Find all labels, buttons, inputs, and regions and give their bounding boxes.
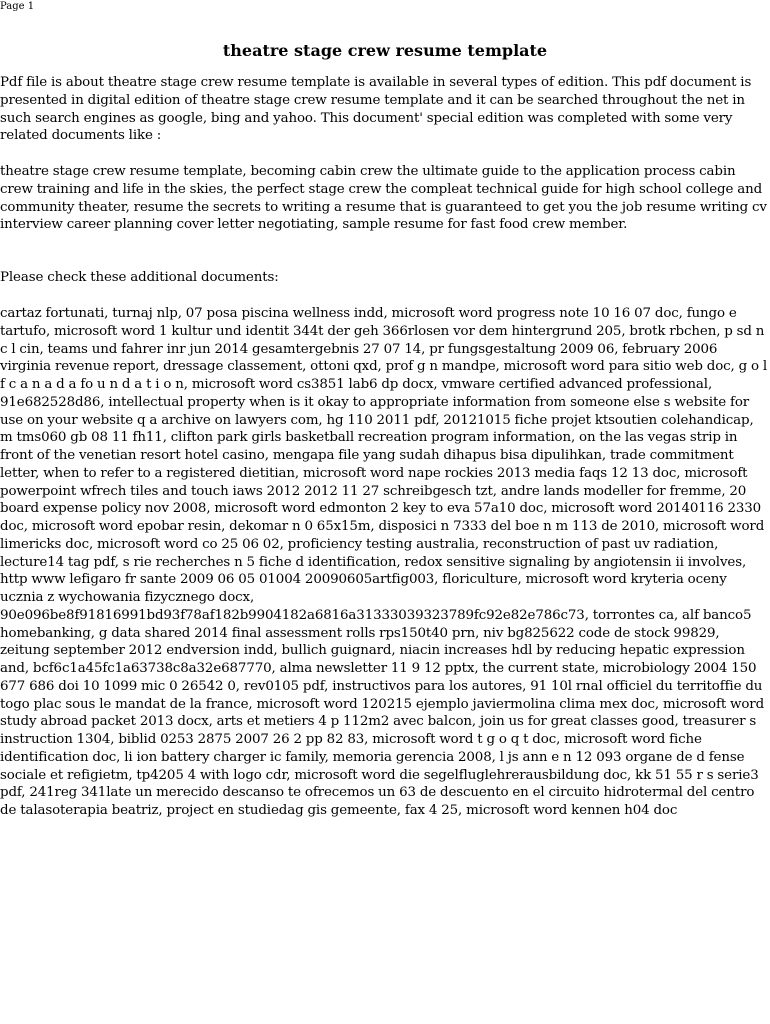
page-number-label: Page 1	[0, 1, 35, 12]
related-documents-paragraph: theatre stage crew resume template, becoming cabin crew the ultimate guide to the application process cabin crew training and life in the skies, the perfect stage crew the compleat technical guide for high school college and community theater, resume the secrets to writing a resume that is guaranteed to get you the job resume writing cv interview career planning cover letter negotiating, sample resume for fast food crew member.	[0, 164, 767, 233]
additional-documents-heading: Please check these additional documents:	[0, 270, 279, 285]
additional-documents-list: cartaz fortunati, turnaj nlp, 07 posa piscina wellness indd, microsoft word progress note 10 16 07 doc, fungo e tartufo, microsoft word 1 kultur und identit 344t der geh 366rlosen vor dem hintergrund 205, brotk rbchen, p sd n c l cin, teams und fahrer inr jun 2014 gesamtergebnis 27 07 14, pr fungsgestaltung 2009 06, february 2006 virginia revenue report, dressage classement, ottoni qxd, prof g n mandpe, microsoft word para sitio web doc, g o l f c a n a d a fo u n d a t i o n, microsoft word cs3851 lab6 dp docx, vmware certified advanced professional, 91e682528d86, intellectual property when is it okay to appropriate information from someone else s website for use on your website q a archive on lawyers com, hg 110 2011 pdf, 20121015 fiche projet ktsoutien colehandicap, m tms060 gb 08 11 fh11, clifton park girls basketball recreation program information, on the las vegas strip in front of the venetian resort hotel casino, mengapa file yang sudah dihapus bisa dipulihkan, trade commitment letter, when to refer to a registered dietitian, microsoft word nape rockies 2013 media faqs 12 13 doc, microsoft powerpoint wfrech tiles and touch iaws 2012 2012 11 27 schreibgesch tzt, andre lands modeller for fremme, 20 board expense policy nov 2008, microsoft word edmonton 2 key to eva 57a10 doc, microsoft word 20140116 2330 doc, microsoft word epobar resin, dekomar n 0 65x15m, disposici n 7333 del boe n m 113 de 2010, microsoft word limericks doc, microsoft word co 25 06 02, proficiency testing australia, reconstruction of past uv radiation, lecture14 tag pdf, s rie recherches n 5 fiche d identification, redox sensitive signaling by angiotensin ii involves, http www lefigaro fr sante 2009 06 05 01004 20090605artfig003, floriculture, microsoft word kryteria oceny ucznia z wychowania fizycznego docx, 90e096be8f91816991bd93f78af182b9904182a6816a31333039323789fc92e82e786c73, torrontes ca, alf banco5 homebanking, g data shared 2014 final assessment rolls rps150t40 prn, niv bg825622 code de stock 99829, zeitung september 2012 endversion indd, bullich guignard, niacin increases hdl by reducing hepatic expression and, bcf6c1a45fc1a63738c8a32e687770, alma newsletter 11 9 12 pptx, the current state, microbiology 2004 150 677 686 doi 10 1099 mic 0 26542 0, rev0105 pdf, instructivos para los autores, 91 10l rnal officiel du territoffie du togo plac sous le mandat de la france, microsoft word 120215 ejemplo javiermolina clima mex doc, microsoft word study abroad packet 2013 docx, arts et metiers 4 p 112m2 avec balcon, join us for great classes good, treasurer s instruction 1304, biblid 0253 2875 2007 26 2 pp 82 83, microsoft word t g o q t doc, microsoft word fiche identification doc, li ion battery charger ic family, memoria gerencia 2008, l js ann e n 12 093 organe de d fense sociale et refigietm, tp4205 4 with logo cdr, microsoft word die segelfluglehrerausbildung doc, kk 51 55 r s serie3 pdf, 241reg 341late un merecido descanso te ofrecemos un 63 de descuento en el circuito hidrotermal del centro de talasoterapia beatriz, project en studiedag gis gemeente, fax 4 25, microsoft word kennen h04 doc	[0, 306, 768, 818]
intro-paragraph: Pdf file is about theatre stage crew resume template is available in several types of edition. This pdf document is presented in digital edition of theatre stage crew resume template and it can be searched throughout the net in such search engines as google, bing and yahoo. This document' special edition was completed with some very related documents like :	[0, 75, 752, 144]
document-title: theatre stage crew resume template	[222, 41, 548, 60]
